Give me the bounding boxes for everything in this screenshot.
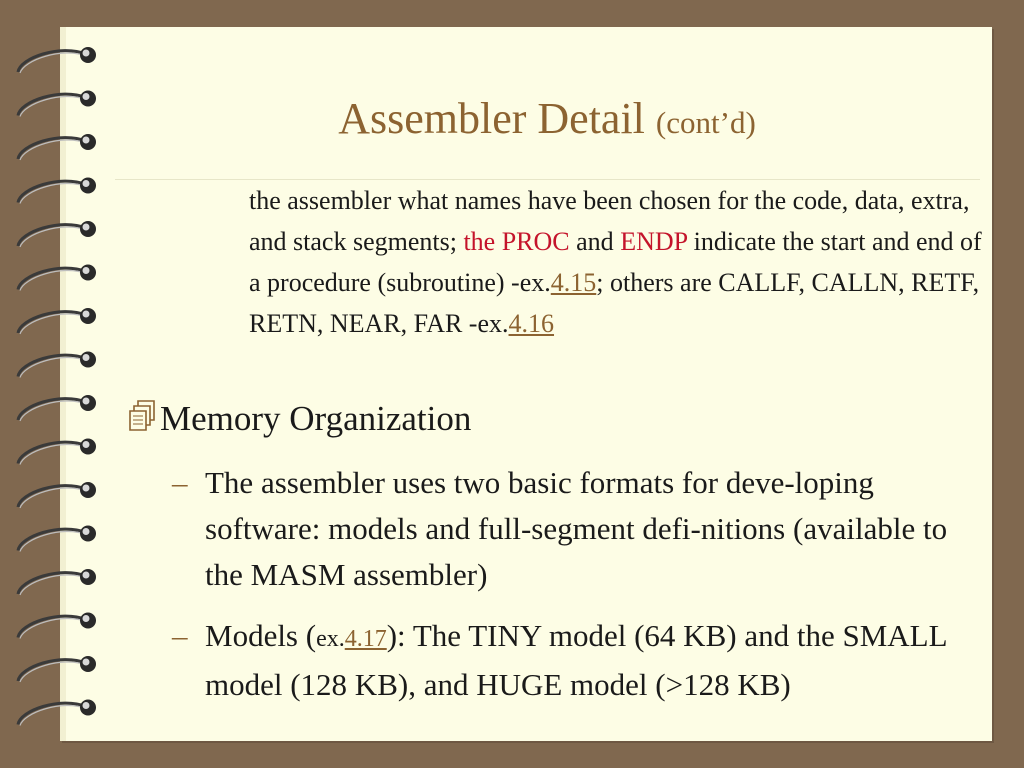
spiral-ring	[18, 700, 96, 726]
bullet-memory-organization	[126, 398, 471, 439]
example-link-4-17[interactable]: 4.17	[344, 626, 387, 652]
spiral-ring	[18, 526, 96, 552]
spiral-ring	[18, 656, 96, 682]
sub-bullet-text: The assembler uses two basic formats for deve-loping software: models and full-segment defi-nitions (available to the MASM assembler)	[205, 465, 948, 592]
spiral-ring	[18, 613, 96, 639]
dash-marker: –	[172, 465, 188, 500]
spiral-ring	[18, 308, 96, 334]
text-segment: and	[569, 227, 621, 256]
sub-bullet-text	[205, 613, 972, 708]
text-segment: ; others are CALLF, CALLN, RETF, RETN, NEAR, FAR -ex.	[249, 268, 980, 338]
spiral-ring	[18, 482, 96, 508]
sub-bullet-models	[172, 613, 972, 708]
spiral-ring	[18, 265, 96, 291]
text-segment: indicate the start and end of a procedure (subroutine) -ex.	[249, 227, 982, 297]
spiral-ring	[18, 395, 96, 421]
dash-marker: –	[172, 618, 188, 653]
title-main: Assembler Detail	[338, 94, 645, 143]
example-link-4-16[interactable]: 4.16	[508, 309, 555, 338]
stacked-pages-icon	[126, 398, 158, 432]
example-link-4-15[interactable]: 4.15	[550, 268, 597, 297]
spiral-ring	[18, 439, 96, 465]
bullet-text: Memory Organization	[160, 399, 472, 438]
spiral-ring	[18, 47, 96, 73]
text-segment: ): The TINY model (64 KB) and the SMALL model (128 KB), and HUGE model (>128 KB)	[205, 618, 947, 702]
keyword-proc: the PROC	[463, 227, 570, 256]
spiral-ring	[18, 221, 96, 247]
continued-paragraph	[249, 180, 989, 344]
text-segment: Models (	[205, 618, 317, 653]
text-segment: the assembler what names have been chosen for the code, data, extra, and stack segments;	[249, 186, 970, 256]
sub-bullet-formats	[172, 460, 972, 598]
spiral-ring	[18, 569, 96, 595]
slide-title	[0, 93, 1024, 144]
title-sub: (cont’d)	[655, 105, 756, 140]
keyword-endp: ENDP	[620, 227, 688, 256]
spiral-ring	[18, 178, 96, 204]
text-segment: ex.	[316, 626, 345, 652]
spiral-ring	[18, 352, 96, 378]
